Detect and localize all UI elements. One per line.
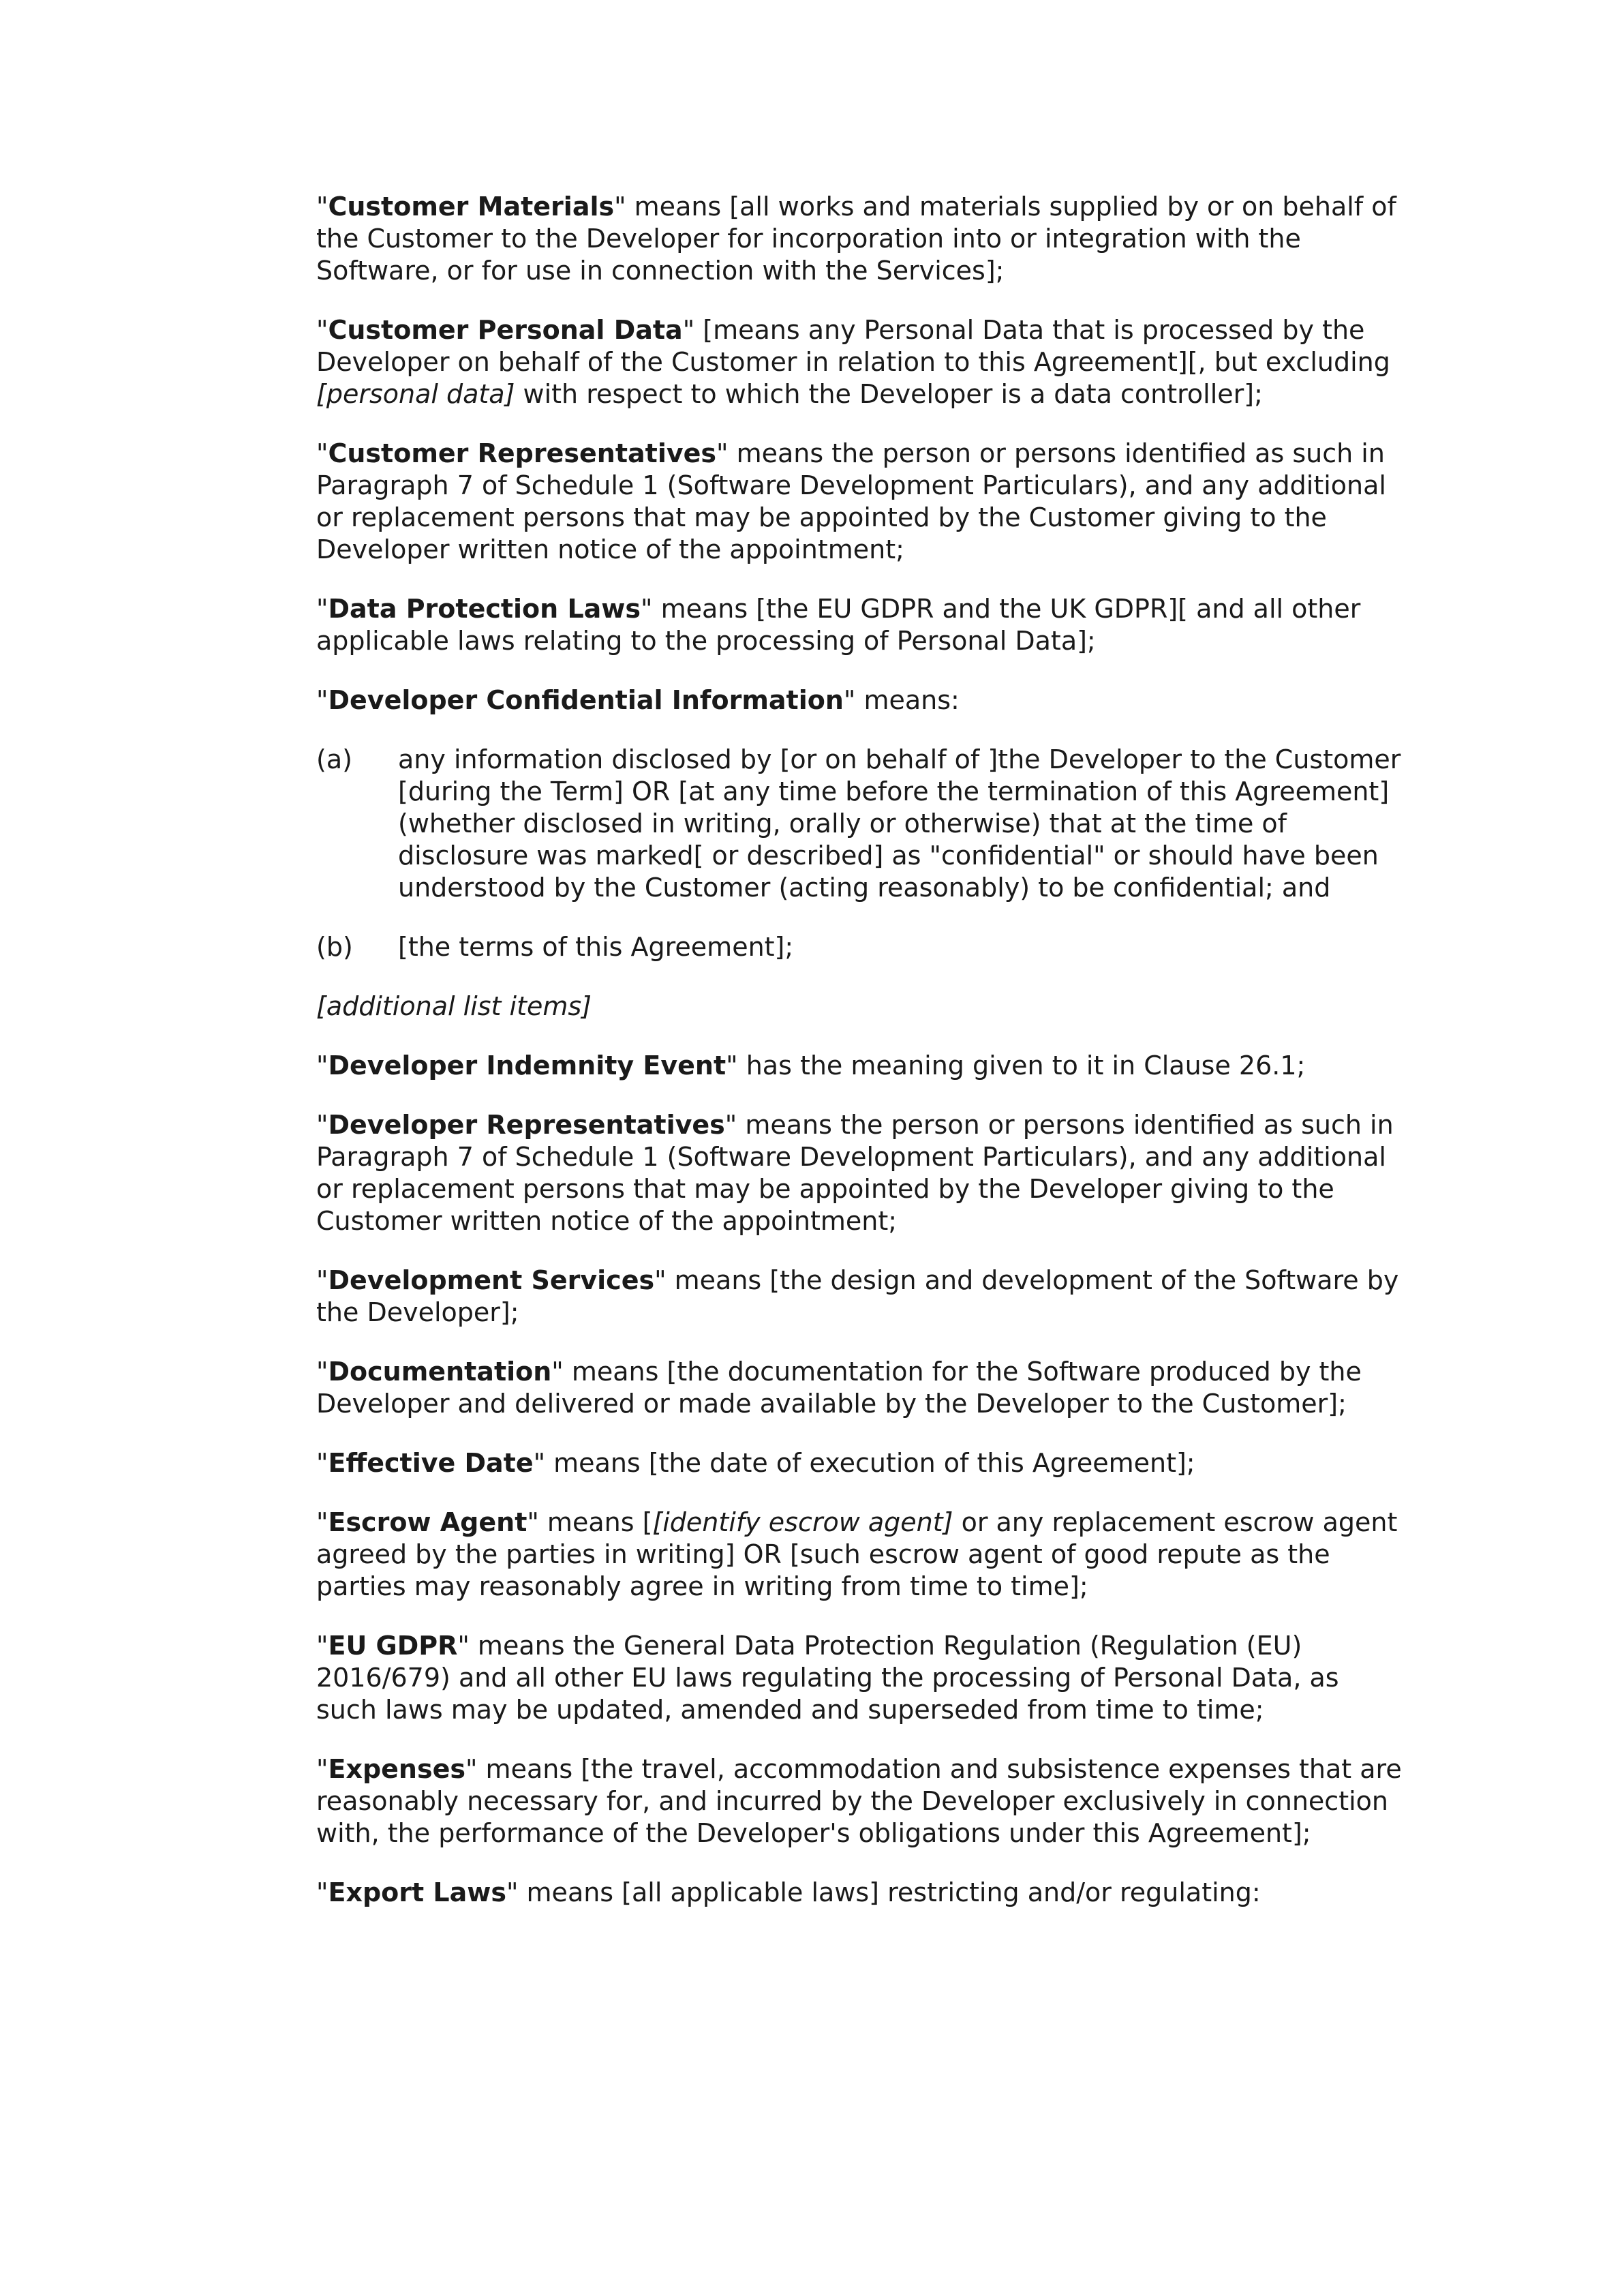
placeholder-text: [identify escrow agent]: [652, 1507, 953, 1537]
defined-term: Developer Indemnity Event: [328, 1051, 726, 1081]
definition-text: " means [the documentation for the Software produced by the Developer and delivered or made available by the Developer to the Customer];: [316, 1357, 1362, 1419]
defined-term: Customer Materials: [328, 192, 615, 222]
defined-term: Effective Date: [328, 1448, 534, 1478]
defined-term: Customer Representatives: [328, 438, 717, 468]
editorial-note-text: [additional list items]: [316, 991, 592, 1021]
definition-developer-confidential-information: "Developer Confidential Information" means:: [316, 685, 960, 715]
definition-escrow-agent: "Escrow Agent" means [[identify escrow agent] or any replacement escrow agent agreed by the parties in writing] OR [such escrow agent of good repute as the parties may reasonably agree in writing from time to time];: [316, 1507, 1398, 1601]
definition-customer-personal-data: "Customer Personal Data" [means any Personal Data that is processed by the Developer on behalf of the Customer in relation to this Agreement][, but excluding [personal data] with respect to which the Developer is a data controller];: [316, 315, 1390, 409]
list-item-text: [the terms of this Agreement];: [398, 932, 794, 962]
defined-term: Developer Confidential Information: [328, 685, 844, 715]
definition-eu-gdpr: "EU GDPR" means the General Data Protection Regulation (Regulation (EU) 2016/679) and all other EU laws regulating the processing of Personal Data, as such laws may be updated, amended and superseded from time to time;: [316, 1631, 1339, 1725]
defined-term: Customer Personal Data: [328, 315, 683, 345]
definition-text: " means the person or persons identified as such in Paragraph 7 of Schedule 1 (Software Development Particulars), and any additional or replacement persons that may be appointed by the Developer giving to the Customer written notice of the appointment;: [316, 1110, 1394, 1236]
placeholder-text: [personal data]: [316, 379, 515, 409]
defined-term: Escrow Agent: [328, 1507, 527, 1537]
defined-term: Export Laws: [328, 1877, 506, 1907]
definition-text: " means the General Data Protection Regulation (Regulation (EU) 2016/679) and all other EU laws regulating the processing of Personal Data, as such laws may be updated, amended and superseded from time to time;: [316, 1631, 1339, 1725]
definition-text: " [means any Personal Data that is processed by the Developer on behalf of the Customer in relation to this Agreement][, but excluding: [316, 315, 1390, 377]
definition-text: " means:: [843, 685, 960, 715]
definition-text: with respect to which the Developer is a data controller];: [515, 379, 1263, 409]
definition-text: " means [the travel, accommodation and subsistence expenses that are reasonably necessary for, and incurred by the Developer exclusively in connection with, the performance of the Developer's obligations under this Agreement];: [316, 1754, 1402, 1848]
defined-term: Expenses: [328, 1754, 465, 1784]
definition-expenses: "Expenses" means [the travel, accommodation and subsistence expenses that are reasonably necessary for, and incurred by the Developer exclusively in connection with, the performance of the Developer's obligations under this Agreement];: [316, 1754, 1402, 1848]
list-item: [316, 931, 1407, 963]
definition-text: " means [the date of execution of this Agreement];: [533, 1448, 1195, 1478]
defined-term: Developer Representatives: [328, 1110, 725, 1140]
definition-developer-indemnity-event: "Developer Indemnity Event" has the meaning given to it in Clause 26.1;: [316, 1051, 1306, 1081]
editorial-note: [316, 991, 1407, 1023]
list-item-text: any information disclosed by [or on behalf of ]the Developer to the Customer [during the Term] OR [at any time before the termination of this Agreement] (whether disclosed in writing, orally or otherwise) that at the time of disclosure was marked[ or described] as "confidential" or should have been understood by the Customer (acting reasonably) to be confidential; and: [398, 744, 1401, 903]
defined-term: Development Services: [328, 1265, 655, 1295]
definition-text: " means [the design and development of the Software by the Developer];: [316, 1265, 1399, 1327]
list-item-label: (a): [316, 744, 352, 774]
definition-text: " has the meaning given to it in Clause 26.1;: [726, 1051, 1306, 1081]
defined-term: Documentation: [328, 1357, 552, 1387]
defined-term: EU GDPR: [328, 1631, 458, 1661]
definition-text: " means the person or persons identified as such in Paragraph 7 of Schedule 1 (Software Development Particulars), and any additional or replacement persons that may be appointed by the Customer giving to the Developer written notice of the appointment;: [316, 438, 1386, 564]
definition-text: " means [: [527, 1507, 653, 1537]
definition-effective-date: "Effective Date" means [the date of execution of this Agreement];: [316, 1448, 1195, 1478]
list-item-label: (b): [316, 932, 353, 962]
definition-export-laws: "Export Laws" means [all applicable laws] restricting and/or regulating:: [316, 1877, 1261, 1907]
definition-documentation: "Documentation" means [the documentation for the Software produced by the Developer and delivered or made available by the Developer to the Customer];: [316, 1357, 1362, 1419]
definition-text: " means [all applicable laws] restricting and/or regulating:: [506, 1877, 1261, 1907]
definition-text: " means [the EU GDPR and the UK GDPR][ and all other applicable laws relating to the processing of Personal Data];: [316, 594, 1361, 656]
definition-customer-representatives: "Customer Representatives" means the person or persons identified as such in Paragraph 7 of Schedule 1 (Software Development Particulars), and any additional or replacement persons that may be appointed by the Customer giving to the Developer written notice of the appointment;: [316, 438, 1386, 564]
definition-developer-representatives: "Developer Representatives" means the person or persons identified as such in Paragraph 7 of Schedule 1 (Software Development Particulars), and any additional or replacement persons that may be appointed by the Developer giving to the Customer written notice of the appointment;: [316, 1110, 1394, 1236]
definition-development-services: "Development Services" means [the design and development of the Software by the Developer];: [316, 1265, 1399, 1327]
definition-customer-materials: "Customer Materials" means [all works and materials supplied by or on behalf of the Customer to the Developer for incorporation into or integration with the Software, or for use in connection with the Services];: [316, 192, 1396, 286]
defined-term: Data Protection Laws: [328, 594, 641, 624]
list-item: [316, 744, 1407, 904]
definition-data-protection-laws: "Data Protection Laws" means [the EU GDPR and the UK GDPR][ and all other applicable laws relating to the processing of Personal Data];: [316, 594, 1361, 656]
definition-text: or any replacement escrow agent agreed by the parties in writing] OR [such escrow agent of good repute as the parties may reasonably agree in writing from time to time];: [316, 1507, 1398, 1601]
definition-text: " means [all works and materials supplied by or on behalf of the Customer to the Developer for incorporation into or integration with the Software, or for use in connection with the Services];: [316, 192, 1396, 286]
document-page: [316, 191, 1407, 1936]
